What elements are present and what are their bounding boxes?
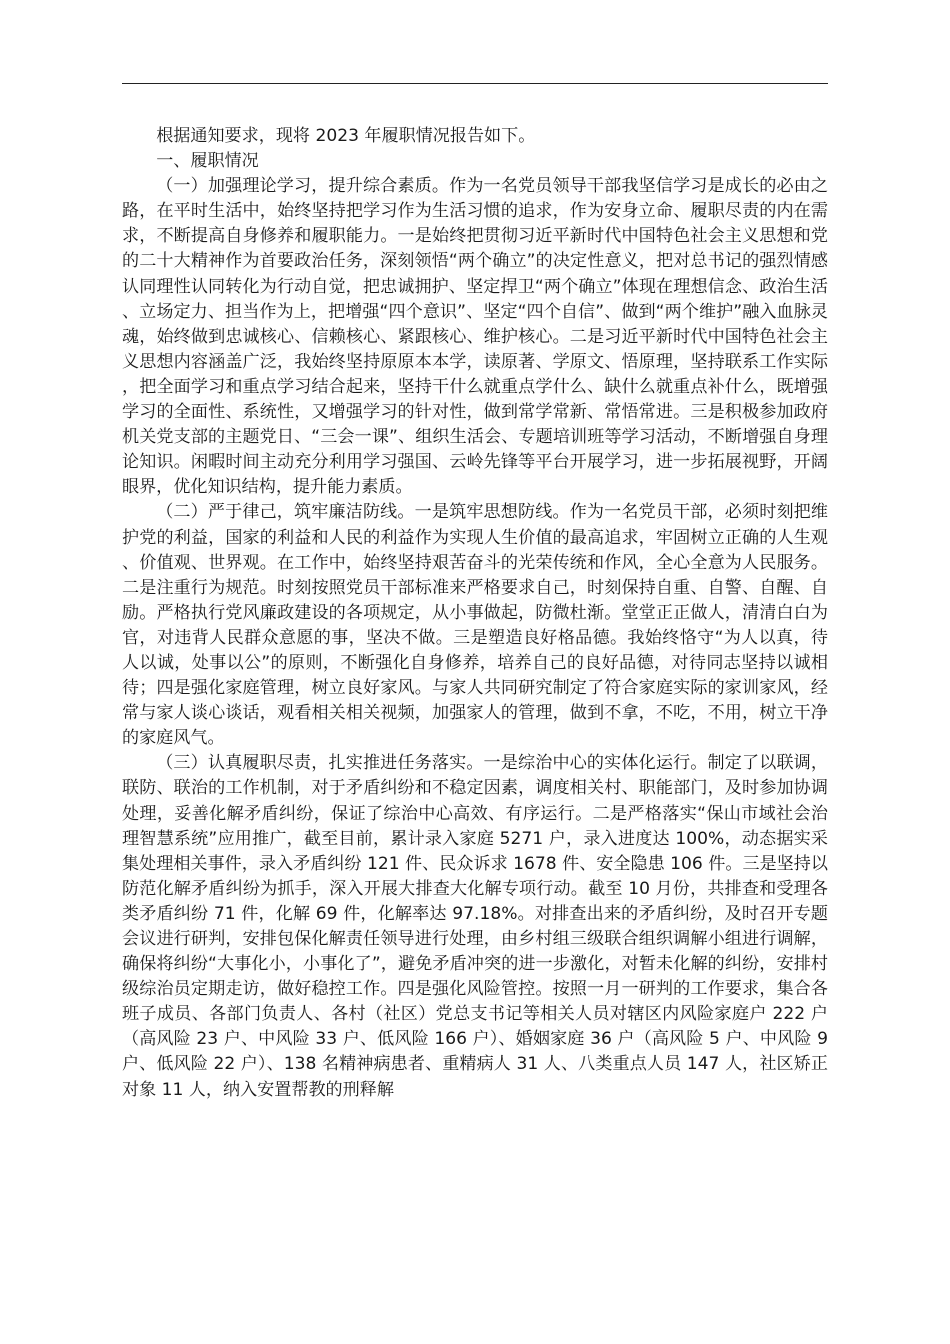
intro-paragraph: 根据通知要求，现将 2023 年履职情况报告如下。	[156, 126, 536, 146]
header-divider	[122, 83, 828, 84]
paragraph-duty-performance: （三）认真履职尽责，扎实推进任务落实。一是综治中心的实体化运行。制定了以联调，联防、联治的工作机制，对于矛盾纠纷和不稳定因素，调度相关村、职能部门，及时参加协调处理，妥善化解矛盾纠纷，保证了综治中心高效、有序运行。二是严格落实“保山市域社会治理智慧系统”应用推广，截至目前，累计录入家庭 5271 户，录入进度达 100%，动态据实采集处理相关事件，录入矛盾纠纷 121 件、民众诉求 1678 件、安全隐患 106 件。三是坚持以防范化解矛盾纠纷为抓手，深入开展大排查大化解专项行动。截至 10 月份，共排查和受理各类矛盾纠纷 71 件，化解 69 件，化解率达 97.18%。对排查出来的矛盾纠纷，及时召开专题会议进行研判，安排包保化解责任领导进行处理，由乡村组三级联合组织调解小组进行调解，确保将纠纷“大事化小，小事化了”，避免矛盾冲突的进一步激化，对暂未化解的纠纷，安排村级综治员定期走访，做好稳控工作。四是强化风险管控。按照一月一研判的工作要求，集合各班子成员、各部门负责人、各村（社区）党总支书记等相关人员对辖区内风险家庭户 222 户（高风险 23 户、中风险 33 户、低风险 166 户）、婚姻家庭 36 户（高风险 5 户、中风险 9 户、低风险 22 户）、138 名精神病患者、重精病人 31 人、八类重点人员 147 人，社区矫正对象 11 人，纳入安置帮教的刑释解	[122, 753, 828, 1100]
paragraph-theory-study: （一）加强理论学习，提升综合素质。作为一名党员领导干部我坚信学习是成长的必由之路，在平时生活中，始终坚持把学习作为生活习惯的追求，作为安身立命、履职尽责的内在需求，不断提高自身修养和履职能力。一是始终把贯彻习近平新时代中国特色社会主义思想和党的二十大精神作为首要政治任务，深刻领悟“两个确立”的决定性意义，把对总书记的强烈情感认同理性认同转化为行动自觉，把忠诚拥护、坚定捍卫“两个确立”体现在理想信念、政治生活、立场定力、担当作为上，把增强“四个意识”、坚定“四个自信”、做到“两个维护”融入血脉灵魂，始终做到忠诚核心、信赖核心、紧跟核心、维护核心。二是习近平新时代中国特色社会主义思想内容涵盖广泛，我始终坚持原原本本学，读原著、学原文、悟原理，坚持联系工作实际，把全面学习和重点学习结合起来，坚持干什么就重点学什么、缺什么就重点补什么，既增强学习的全面性、系统性，又增强学习的针对性，做到常学常新、常悟常进。三是积极参加政府机关党支部的主题党日、“三会一课”、组织生活会、专题培训班等学习活动，不断增强自身理论知识。闲暇时间主动充分利用学习强国、云岭先锋等平台开展学习，进一步拓展视野，开阔眼界，优化知识结构，提升能力素质。	[122, 176, 828, 498]
document-body	[122, 124, 828, 1103]
section-heading-performance: 一、履职情况	[156, 151, 259, 172]
paragraph-self-discipline: （二）严于律己，筑牢廉洁防线。一是筑牢思想防线。作为一名党员干部，必须时刻把维护党的利益，国家的利益和人民的利益作为实现人生价值的最高追求，牢固树立正确的人生观、价值观、世界观。在工作中，始终坚持艰苦奋斗的光荣传统和作风，全心全意为人民服务。二是注重行为规范。时刻按照党员干部标准来严格要求自己，时刻保持自重、自警、自醒、自励。严格执行党风廉政建设的各项规定，从小事做起，防微杜渐。堂堂正正做人，清清白白为官，对违背人民群众意愿的事，坚决不做。三是塑造良好格品德。我始终恪守“为人以真，待人以诚，处事以公”的原则，不断强化自身修养，培养自己的良好品德，对待同志坚持以诚相待；四是强化家庭管理，树立良好家风。与家人共同研究制定了符合家庭实际的家训家风，经常与家人谈心谈话，观看相关相关视频，加强家人的管理，做到不拿，不吃，不用，树立干净的家庭风气。	[122, 502, 828, 749]
